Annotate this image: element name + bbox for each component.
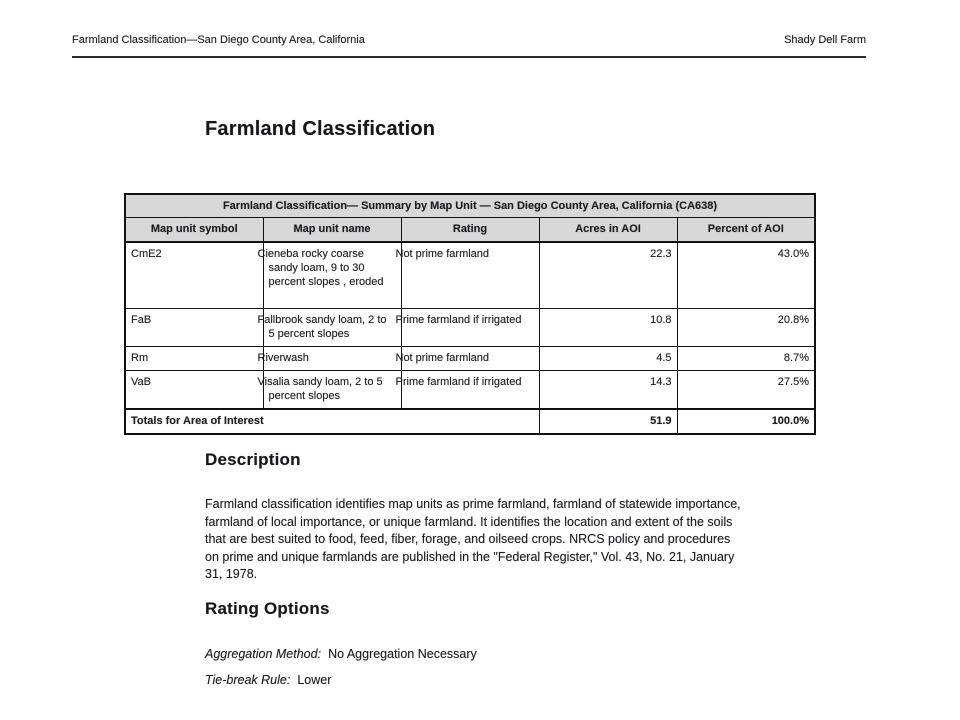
cell-rating: Prime farmland if irrigated	[401, 308, 539, 346]
page-header	[72, 34, 866, 58]
column-header-acres-in-aoi: Acres in AOI	[539, 218, 677, 243]
cell-rating: Prime farmland if irrigated	[401, 370, 539, 409]
totals-label: Totals for Area of Interest	[125, 409, 539, 434]
tie-break-rule-line	[205, 672, 741, 689]
table-row	[125, 370, 815, 409]
aggregation-method-value: No Aggregation Necessary	[328, 646, 477, 661]
page-header-right-text: Shady Dell Farm	[784, 34, 866, 46]
cell-acres-in-aoi: 14.3	[539, 370, 677, 409]
totals-acres: 51.9	[539, 409, 677, 434]
cell-map-unit-name: Riverwash	[263, 346, 401, 370]
table-column-header-row	[125, 218, 815, 243]
tie-break-rule-label: Tie-break Rule:	[205, 672, 291, 687]
column-header-map-unit-name: Map unit name	[263, 218, 401, 243]
description-text: Farmland classification identifies map units as prime farmland, farmland of statewide importance, farmland of local importance, or unique farmland. It identifies the location and extent of the soils that are best suited to food, feed, fiber, forage, and oilseed crops. NRCS policy and procedures on prime and unique farmlands are published in the "Federal Register," Vol. 43, No. 21, January 31, 1978.	[205, 497, 741, 581]
cell-map-unit-symbol: CmE2	[125, 242, 263, 308]
column-header-percent-of-aoi: Percent of AOI	[677, 218, 815, 243]
table-totals-row	[125, 409, 815, 434]
cell-percent-of-aoi: 43.0%	[677, 242, 815, 308]
description-heading: Description	[205, 450, 301, 469]
cell-percent-of-aoi: 8.7%	[677, 346, 815, 370]
cell-acres-in-aoi: 10.8	[539, 308, 677, 346]
column-header-map-unit-symbol: Map unit symbol	[125, 218, 263, 243]
cell-percent-of-aoi: 27.5%	[677, 370, 815, 409]
cell-rating: Not prime farmland	[401, 242, 539, 308]
cell-map-unit-name: Cieneba rocky coarse sandy loam, 9 to 30 percent slopes , eroded	[263, 242, 401, 308]
cell-rating: Not prime farmland	[401, 346, 539, 370]
totals-percent: 100.0%	[677, 409, 815, 434]
table-row	[125, 346, 815, 370]
table-caption: Farmland Classification— Summary by Map Unit — San Diego County Area, California (CA638)	[125, 194, 815, 218]
cell-map-unit-symbol: Rm	[125, 346, 263, 370]
rating-options-heading: Rating Options	[205, 598, 330, 618]
page-header-left-text: Farmland Classification—San Diego County Area, California	[72, 34, 365, 46]
table-row	[125, 308, 815, 346]
aggregation-method-line	[205, 646, 741, 663]
tie-break-rule-value: Lower	[297, 672, 332, 687]
cell-map-unit-name: Fallbrook sandy loam, 2 to 5 percent slopes	[263, 308, 401, 346]
aggregation-method-label: Aggregation Method:	[205, 646, 322, 661]
farmland-summary-table	[124, 193, 816, 435]
cell-acres-in-aoi: 4.5	[539, 346, 677, 370]
table-caption-row	[125, 194, 815, 218]
column-header-rating: Rating	[401, 218, 539, 243]
text-sections	[205, 450, 741, 689]
page-title: Farmland Classification	[205, 118, 436, 140]
cell-map-unit-name: Visalia sandy loam, 2 to 5 percent slopes	[263, 370, 401, 409]
cell-acres-in-aoi: 22.3	[539, 242, 677, 308]
cell-percent-of-aoi: 20.8%	[677, 308, 815, 346]
cell-map-unit-symbol: VaB	[125, 370, 263, 409]
cell-map-unit-symbol: FaB	[125, 308, 263, 346]
table-row	[125, 242, 815, 308]
